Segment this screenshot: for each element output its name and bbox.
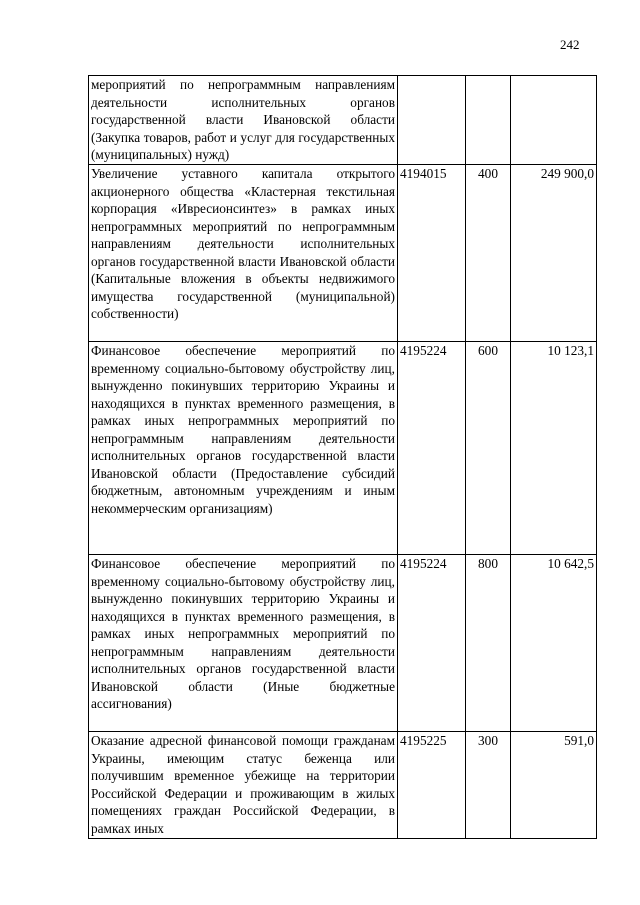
- expense-name-cell: Оказание адресной финансовой помощи гражданам Украины, имеющим статус беженца или получившим временное убежище на территории Российской Федерации и проживающим в жилых помещениях граждан Российской Федерации, в рамках иных: [89, 732, 398, 839]
- table-row: [89, 342, 597, 555]
- target-code-cell: [398, 76, 466, 165]
- page-number: 242: [560, 37, 580, 52]
- expense-name-cell: Увеличение уставного капитала открытого акционерного общества «Кластерная текстильная корпорация «Ивресионсинтез» в рамках иных непрограммных мероприятий по непрограммным направлениям деятельности исполнительных органов государственной власти Ивановской области (Капитальные вложения в объекты недвижимого имущества государственной (муниципальной) собственности): [89, 165, 398, 342]
- table-row: [89, 76, 597, 165]
- table-row: [89, 732, 597, 839]
- target-code-cell: 4194015: [398, 165, 466, 342]
- amount-cell: 10 123,1: [511, 342, 597, 555]
- table-row: [89, 555, 597, 732]
- target-code-cell: 4195224: [398, 342, 466, 555]
- amount-cell: 10 642,5: [511, 555, 597, 732]
- expense-type-cell: 300: [466, 732, 511, 839]
- expense-name-cell: Финансовое обеспечение мероприятий по временному социально-бытовому обустройству лиц, вынужденно покинувших территорию Украины и находящихся в пунктах временного размещения, в рамках иных непрограммных мероприятий по непрограммным направлениям деятельности исполнительных органов государственной власти Ивановской области (Иные бюджетные ассигнования): [89, 555, 398, 732]
- expense-type-cell: [466, 76, 511, 165]
- target-code-cell: 4195224: [398, 555, 466, 732]
- expense-type-cell: 400: [466, 165, 511, 342]
- amount-cell: 249 900,0: [511, 165, 597, 342]
- target-code-cell: 4195225: [398, 732, 466, 839]
- table-row: [89, 165, 597, 342]
- amount-cell: 591,0: [511, 732, 597, 839]
- expense-type-cell: 800: [466, 555, 511, 732]
- amount-cell: [511, 76, 597, 165]
- expense-type-cell: 600: [466, 342, 511, 555]
- expense-name-cell: Финансовое обеспечение мероприятий по временному социально-бытовому обустройству лиц, вынужденно покинувших территорию Украины и находящихся в пунктах временного размещения, в рамках иных непрограммных мероприятий по непрограммным направлениям деятельности исполнительных органов государственной власти Ивановской области (Предоставление субсидий бюджетным, автономным учреждениям и иным некоммерческим организациям): [89, 342, 398, 555]
- expense-name-cell: мероприятий по непрограммным направлениям деятельности исполнительных органов государственной власти Ивановской области (Закупка товаров, работ и услуг для государственных (муниципальных) нужд): [89, 76, 398, 165]
- budget-table: [88, 75, 597, 839]
